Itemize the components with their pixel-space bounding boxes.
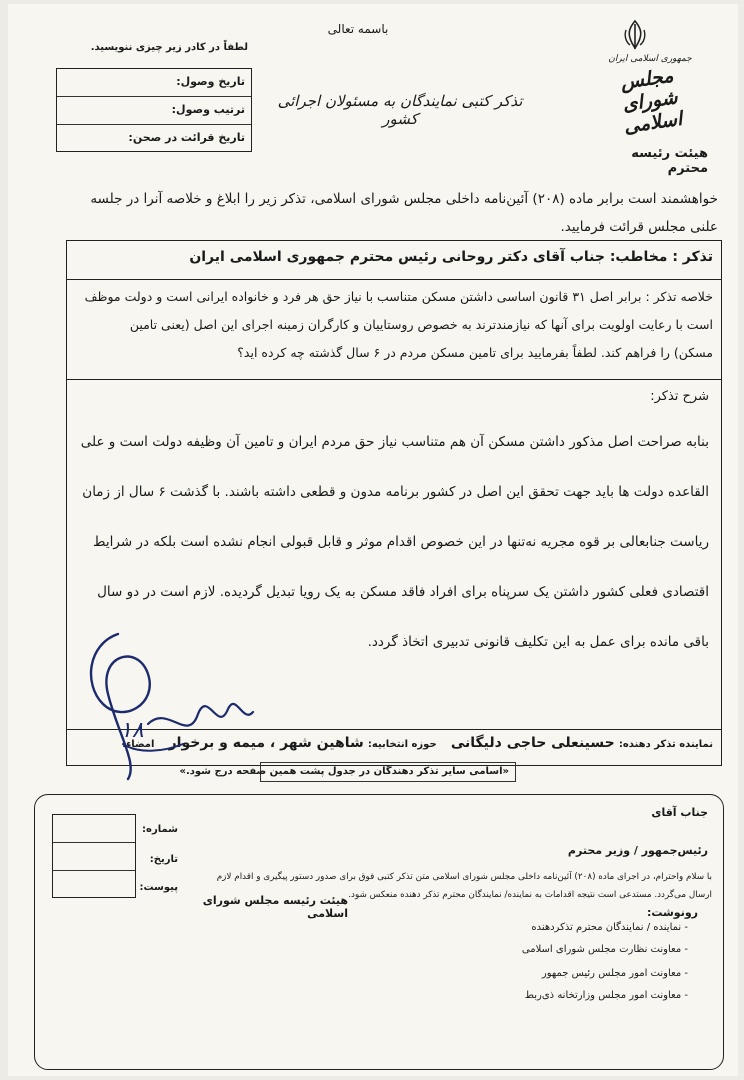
cc-item-2: - معاونت نظارت مجلس شورای اسلامی: [521, 944, 688, 955]
explanation-label: شرح تذکر:: [650, 389, 709, 404]
form-row-receipt-date: تاریخ وصول:: [57, 69, 251, 97]
explanation-line-2: القاعده دولت ها باید جهت تحقق این اصل در کشور برنامه مدون و قطعی داشته باشند. با گذشت ۶ سال از زمان: [82, 484, 709, 500]
majlis-logo: [604, 52, 696, 144]
constituency: شاهین شهر ، میمه و برخوار: [168, 735, 364, 751]
form-row-receipt-order: ترتیب وصول:: [57, 97, 251, 125]
to-role: رئیس‌جمهور / وزیر محترم: [567, 844, 708, 857]
footnote: «اسامی سایر تذکر دهندگان در جدول پشت همین صفحه درج شود.»: [260, 762, 516, 782]
form-label-number: شماره:: [142, 824, 178, 835]
summary-line-3: مسکن) را فراهم کند. لطفاً بفرمایید برای تامین مسکن مردم در ۶ سال گذشته چه کرده اید؟: [237, 345, 713, 360]
sign-label: امضاء:: [122, 739, 155, 750]
summary-line-1: خلاصه تذکر : برابر اصل ۳۱ قانون اساسی داشتن مسکن متناسب با نیاز حق هر فرد و خانواده ایرانی است و دولت موظف: [84, 289, 713, 304]
addressee-line: تذکر : مخاطب: جناب آقای دکتر روحانی رئیس محترم جمهوری اسلامی ایران: [189, 249, 713, 265]
cc-label: رونوشت:: [646, 906, 698, 919]
document-page: [8, 4, 738, 1076]
referral-body-2: ارسال می‌گردد. مستدعی است نتیجه اقدامات به نماینده/ نمایندگان محترم تذکر دهنده منعکس شود.: [348, 890, 712, 900]
board-label: هیئت رئیسه محترم: [631, 146, 708, 176]
cc-item-4: - معاونت امور مجلس وزارتخانه ذی‌ربط: [524, 990, 688, 1001]
basmala: باسمه تعالی: [327, 22, 389, 36]
explanation-line-5: باقی مانده برای عمل به این تکلیف قانونی تدبیری اتخاذ گردد.: [367, 634, 709, 650]
signature-number: ۱۸: [120, 718, 144, 743]
rep-label: نماینده تذکر دهنده:: [618, 739, 713, 750]
reception-form: [56, 68, 252, 152]
rep-name: حسینعلی حاجی دلیگانی: [450, 735, 615, 751]
logo-small-text: جمهوری اسلامی ایران: [608, 54, 692, 64]
logo-main-text: مجلس شورای اسلامی: [619, 64, 684, 138]
cc-item-3: - معاونت امور مجلس رئیس جمهور: [541, 968, 688, 979]
summary-line-2: است با رعایت اولویت برای آنها که نیازمندترند به خصوص روستاییان و کارگران زمینه اجرای این اصل (یعنی تامین: [129, 317, 713, 332]
cc-item-1: - نماینده / نمایندگان محترم تذکردهنده: [531, 922, 688, 933]
constituency-label: حوزه انتخابیه:: [367, 739, 437, 750]
referral-body-1: با سلام واحترام، در اجرای ماده (۲۰۸) آئین‌نامه داخلی مجلس شورای اسلامی متن تذکر کتبی فوق برای صدور دستور پیگیری و اقدام لازم: [216, 872, 712, 882]
top-note: لطفاً در کادر زیر چیزی ننویسید.: [90, 42, 248, 53]
form-label-date: تاریخ:: [149, 854, 178, 865]
iran-emblem-icon: [620, 18, 650, 52]
explanation-line-1: بنابه صراحت اصل مذکور داشتن مسکن آن هم متناسب نیاز حق مردم ایران و تامین آن وظیفه دولت است و علی: [80, 434, 709, 450]
intro-line-1: خواهشمند است برابر ماده (۲۰۸) آئین‌نامه داخلی مجلس شورای اسلامی، تذکر زیر را ابلاغ و خلاصه آنرا در جلسه: [90, 191, 718, 207]
registry-form: [52, 814, 136, 898]
explanation-line-3: ریاست جنابعالی بر قوه مجریه نه‌تنها در این خصوص اقدام موثر و قابل قبولی انجام نشده است بلکه در شرایط: [93, 534, 709, 550]
form-label-attachment: پیوست:: [139, 882, 178, 893]
form-row-reading-date: تاریخ قرائت در صحن:: [128, 131, 245, 144]
board-signoff: هیئت رئیسه مجلس شورای اسلامی: [202, 894, 348, 920]
explanation-line-4: اقتصادی فعلی کشور داشتن یک سرپناه برای افراد فاقد مسکن به یک رویا تبدیل گردیده. لازم است در دو سال: [97, 584, 709, 600]
document-title: تذکر کتبی نمایندگان به مسئولان اجرائی کشور: [277, 92, 523, 128]
intro-line-2: علنی مجلس قرائت فرمایید.: [560, 219, 718, 235]
to-label: جناب آقای: [651, 806, 708, 819]
